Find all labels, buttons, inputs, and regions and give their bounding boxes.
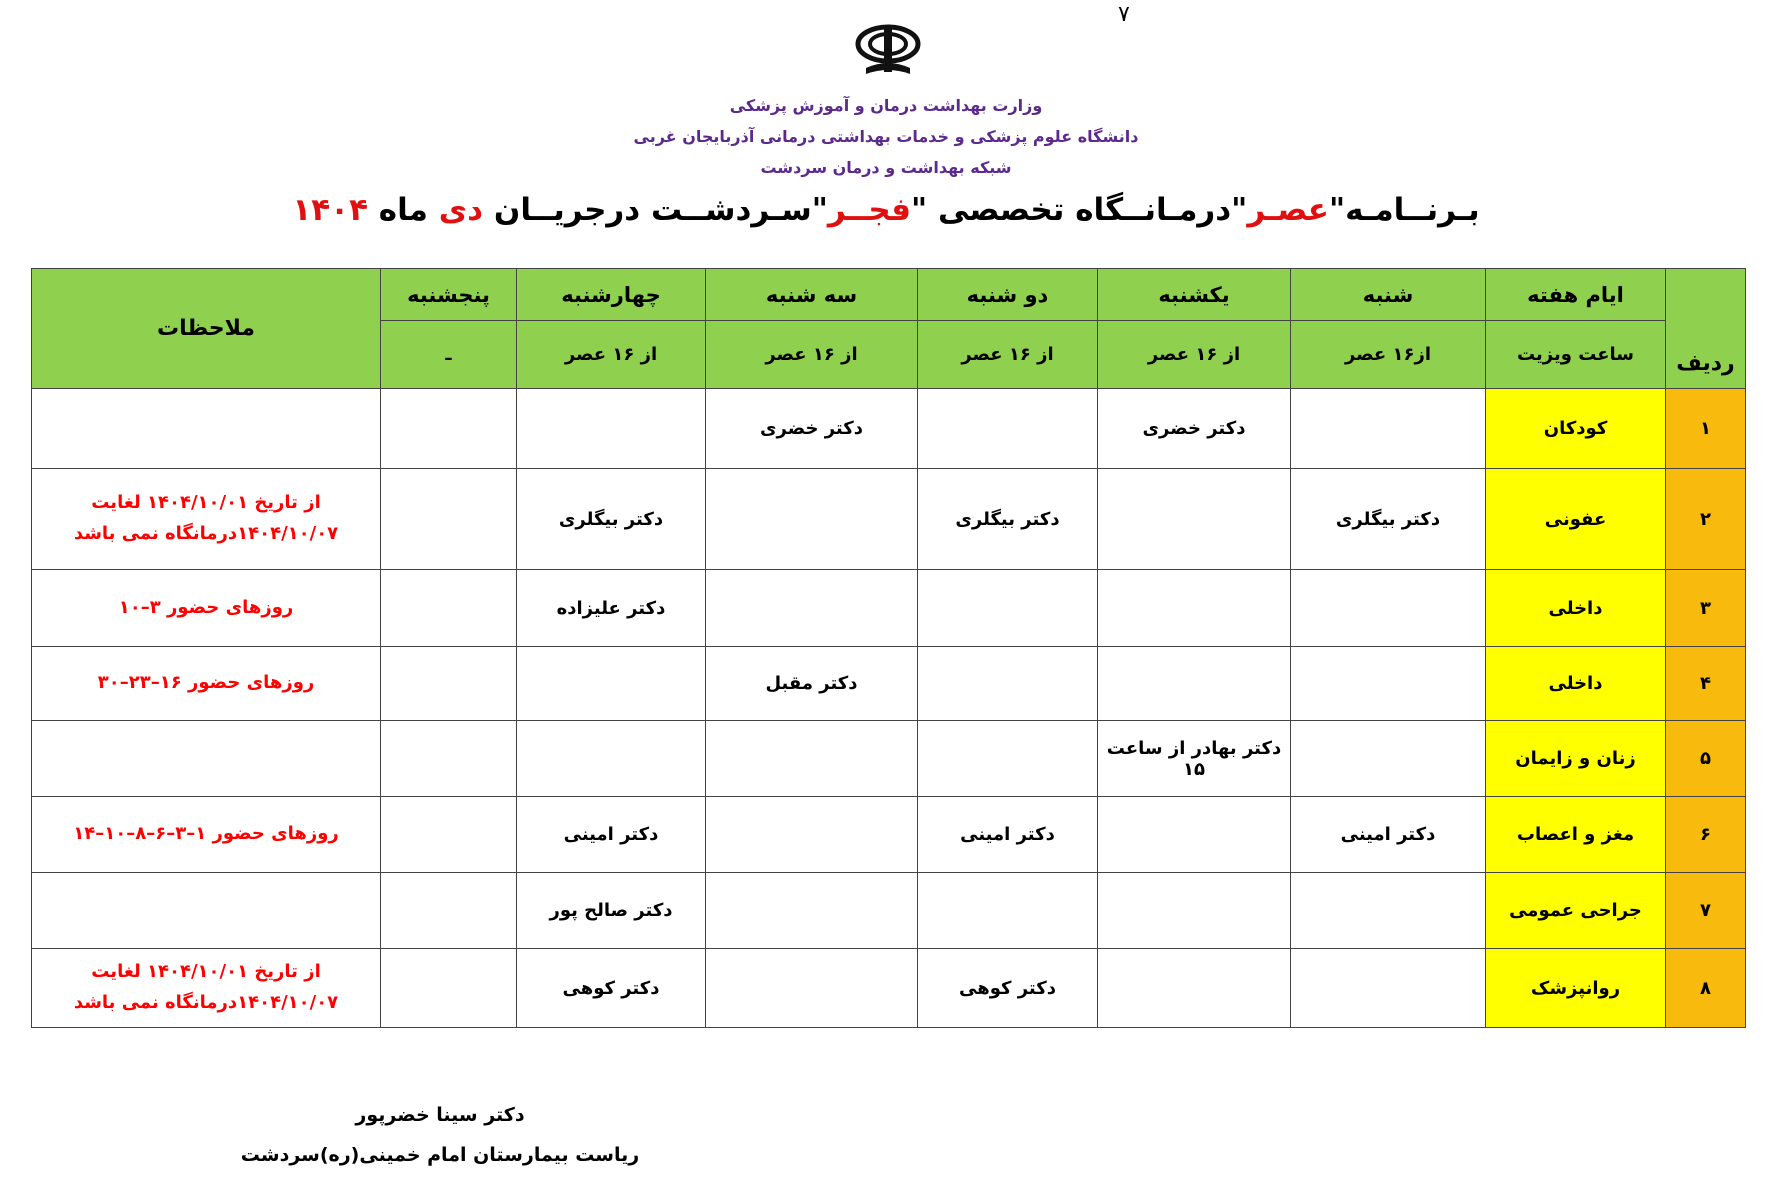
hour-header: از ۱۶ عصر	[918, 321, 1098, 389]
doctor-cell	[918, 389, 1098, 469]
doctor-cell	[381, 389, 517, 469]
day-header: چهارشنبه	[517, 269, 706, 321]
doctor-cell	[1098, 469, 1291, 570]
doctor-cell	[1291, 389, 1486, 469]
note-cell	[32, 949, 381, 1028]
doctor-cell	[1291, 873, 1486, 949]
doctor-cell: دکتر بیگلری	[1291, 469, 1486, 570]
doctor-cell: دکتر علیزاده	[517, 570, 706, 647]
row-number: ۸	[1666, 949, 1746, 1028]
doctor-cell	[1291, 647, 1486, 721]
doctor-cell: دکتر بیگلری	[517, 469, 706, 570]
doctor-cell	[706, 873, 918, 949]
specialty: عفونی	[1486, 469, 1666, 570]
hour-header: ـ	[381, 321, 517, 389]
specialty: جراحی عمومی	[1486, 873, 1666, 949]
doctor-cell	[517, 389, 706, 469]
doctor-cell	[381, 647, 517, 721]
doctor-cell	[1291, 949, 1486, 1028]
page-number: ۷	[1118, 2, 1130, 27]
doctor-cell	[381, 949, 517, 1028]
doctor-cell: دکتر امینی	[918, 797, 1098, 873]
notes-header: ملاحظات	[32, 269, 381, 389]
doctor-cell: دکتر کوهی	[918, 949, 1098, 1028]
table-row	[32, 570, 1746, 647]
doctor-cell	[1098, 949, 1291, 1028]
specialty: زنان و زایمان	[1486, 721, 1666, 797]
specialty: مغز و اعصاب	[1486, 797, 1666, 873]
title-part: بـرنــامـه"	[1328, 192, 1480, 228]
row-number-header: ردیف	[1666, 269, 1746, 389]
row-number: ۵	[1666, 721, 1746, 797]
note-cell	[32, 797, 381, 873]
hour-header: از۱۶ عصر	[1291, 321, 1486, 389]
doctor-cell	[918, 570, 1098, 647]
ministry-emblem-icon	[852, 24, 924, 80]
row-number: ۴	[1666, 647, 1746, 721]
note-line: روزهای حضور ۳–۱۰	[118, 596, 294, 618]
specialty: داخلی	[1486, 647, 1666, 721]
signature-role: ریاست بیمارستان امام خمینی(ره)سردشت	[240, 1144, 640, 1166]
note-line: ۱۴۰۴/۱۰/۰۷درمانگاه نمی باشد	[73, 992, 339, 1013]
table-row	[32, 389, 1746, 469]
doctor-cell	[381, 570, 517, 647]
title-part: "درمـانــگاه تخصصی "	[911, 192, 1248, 228]
doctor-cell: دکتر امینی	[1291, 797, 1486, 873]
title-part: ماه	[368, 192, 439, 228]
doctor-cell: دکتر بهادر از ساعت ۱۵	[1098, 721, 1291, 797]
doctor-cell: دکتر خضری	[706, 389, 918, 469]
note-cell	[32, 469, 381, 570]
note-line: از تاریخ ۱۴۰۴/۱۰/۰۱ لغایت	[91, 961, 321, 983]
title-part: "سـردشــت درجریــان	[483, 192, 828, 228]
doctor-cell: دکتر صالح پور	[517, 873, 706, 949]
header-ministry: وزارت بهداشت درمان و آموزش پزشکی	[729, 96, 1043, 115]
doctor-cell	[517, 721, 706, 797]
row-number: ۶	[1666, 797, 1746, 873]
table-row	[32, 873, 1746, 949]
doctor-cell	[706, 797, 918, 873]
doctor-cell	[381, 797, 517, 873]
hour-header: از ۱۶ عصر	[706, 321, 918, 389]
hours-label: ساعت ویزیت	[1486, 321, 1666, 389]
specialty: داخلی	[1486, 570, 1666, 647]
header-university: دانشگاه علوم پزشکی و خدمات بهداشتی درمانی آذربایجان غربی	[633, 127, 1139, 146]
signature-name: دکتر سینا خضرپور	[355, 1104, 525, 1126]
doctor-cell	[381, 469, 517, 570]
day-header: دو شنبه	[918, 269, 1098, 321]
doctor-cell	[918, 873, 1098, 949]
doctor-cell	[1098, 647, 1291, 721]
doctor-cell	[918, 721, 1098, 797]
doctor-cell	[706, 570, 918, 647]
hour-header: از ۱۶ عصر	[1098, 321, 1291, 389]
day-header: شنبه	[1291, 269, 1486, 321]
doctor-cell	[381, 873, 517, 949]
row-number: ۲	[1666, 469, 1746, 570]
note-line: ۱۴۰۴/۱۰/۰۷درمانگاه نمی باشد	[73, 523, 339, 544]
day-header: پنجشنبه	[381, 269, 517, 321]
doctor-cell	[706, 721, 918, 797]
table-row	[32, 721, 1746, 797]
doctor-cell: دکتر امینی	[517, 797, 706, 873]
doctor-cell	[517, 647, 706, 721]
doctor-cell	[918, 647, 1098, 721]
note-line: از تاریخ ۱۴۰۴/۱۰/۰۱ لغایت	[91, 492, 321, 514]
schedule-table	[31, 268, 1746, 1028]
day-header: سه شنبه	[706, 269, 918, 321]
table-row	[32, 469, 1746, 570]
note-line: روزهای حضور ۱۶–۲۳–۳۰	[97, 672, 315, 694]
note-cell	[32, 721, 381, 797]
title-month: دی	[438, 192, 484, 228]
specialty: کودکان	[1486, 389, 1666, 469]
table-row	[32, 647, 1746, 721]
row-number: ۱	[1666, 389, 1746, 469]
doctor-cell	[1291, 721, 1486, 797]
doctor-cell: دکتر مقبل	[706, 647, 918, 721]
title-clinic: فجــر	[827, 192, 912, 228]
row-number: ۳	[1666, 570, 1746, 647]
table-row	[32, 949, 1746, 1028]
doctor-cell: دکتر بیگلری	[918, 469, 1098, 570]
note-cell	[32, 647, 381, 721]
specialty: روانپزشک	[1486, 949, 1666, 1028]
title-shift: عصـر	[1247, 192, 1329, 228]
doctor-cell	[381, 721, 517, 797]
doctor-cell	[1291, 570, 1486, 647]
doctor-cell	[1098, 797, 1291, 873]
doctor-cell: دکتر خضری	[1098, 389, 1291, 469]
note-cell	[32, 873, 381, 949]
table-row	[32, 797, 1746, 873]
doctor-cell: دکتر کوهی	[517, 949, 706, 1028]
doctor-cell	[1098, 873, 1291, 949]
row-number: ۷	[1666, 873, 1746, 949]
note-cell	[32, 389, 381, 469]
header-network: شبکه بهداشت و درمان سردشت	[760, 158, 1012, 177]
days-label: ایام هفته	[1486, 269, 1666, 321]
doctor-cell	[706, 949, 918, 1028]
doctor-cell	[706, 469, 918, 570]
day-header: یکشنبه	[1098, 269, 1291, 321]
note-line: روزهای حضور ۱–۳–۶–۸–۱۰–۱۴	[73, 823, 339, 845]
note-cell	[32, 570, 381, 647]
hour-header: از ۱۶ عصر	[517, 321, 706, 389]
title-year: ۱۴۰۴	[292, 192, 369, 228]
doctor-cell	[1098, 570, 1291, 647]
page-title	[0, 192, 1772, 228]
